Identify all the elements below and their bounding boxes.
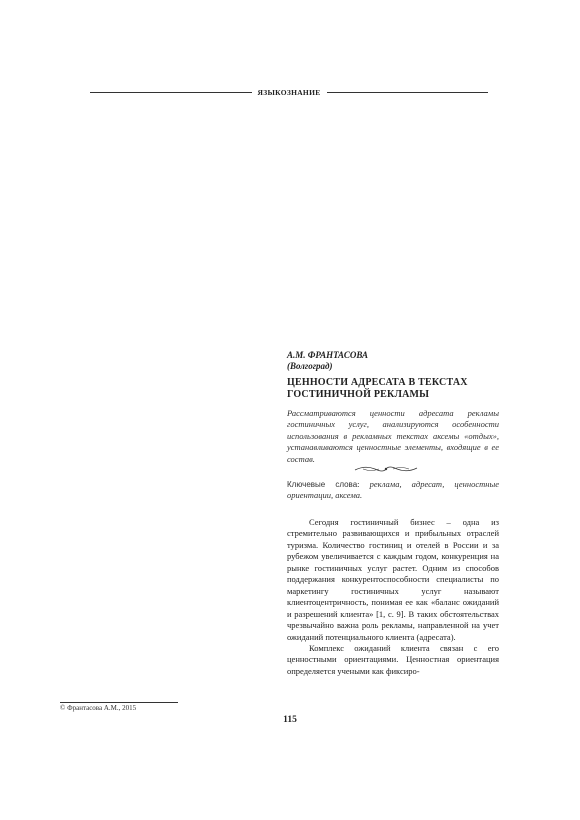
keywords-text: реклама, адресат, ценностные ориентации, аксема. bbox=[287, 479, 499, 501]
section-header bbox=[90, 88, 488, 97]
paragraph-2: Комплекс ожиданий клиента связан с его ценностными ориентациями. Ценностная ориентация определяется учеными как фиксиро- bbox=[287, 642, 499, 676]
ornament-divider bbox=[353, 464, 419, 474]
footnote-rule bbox=[60, 702, 178, 703]
article-title bbox=[287, 377, 499, 400]
header-rule-left bbox=[90, 92, 252, 93]
keywords-block bbox=[287, 479, 499, 502]
title-line-2: ГОСТИНИЧНОЙ РЕКЛАМЫ bbox=[287, 388, 430, 400]
keywords-label: Ключевые слова bbox=[287, 480, 358, 489]
page-number: 115 bbox=[283, 715, 297, 725]
article-body bbox=[287, 517, 499, 677]
header-rule-right bbox=[327, 92, 489, 93]
title-line-1: ЦЕННОСТИ АДРЕСАТА В ТЕКСТАХ bbox=[287, 377, 468, 388]
section-label: ЯЗЫКОЗНАНИЕ bbox=[257, 88, 321, 97]
abstract: Рассматриваются ценности адресата рекламы гостиничных услуг, анализируются особенности использования в рекламных текстах аксемы «отдых», устанавливаются ценностные элементы, входящие в ее состав. bbox=[287, 408, 499, 464]
author-block bbox=[287, 350, 499, 372]
keywords-colon: : bbox=[357, 479, 370, 489]
copyright-note: © Франтасова А.М., 2015 bbox=[60, 704, 137, 712]
author-name: А.М. ФРАНТАСОВА bbox=[287, 350, 368, 360]
author-city: (Волгоград) bbox=[287, 361, 333, 371]
paragraph-1: Сегодня гостиничный бизнес – одна из стремительно развивающихся и прибыльных отраслей туризма. Количество гостиниц и отелей в России и за рубежом увеличивается с каждым годом, конкуренция на рынке гостиничных услуг растет. Одним из способов поддержания конкурентоспособности специалисты по маркетингу гостиничных услуг называют клиентоцентричность, понимая ее как «баланс ожиданий и разрешений клиента» [1, с. 9]. В таких обстоятельствах чрезвычайно важна роль рекламы, направленной на учет ожиданий потенциального клиента (адресата). bbox=[287, 517, 499, 642]
